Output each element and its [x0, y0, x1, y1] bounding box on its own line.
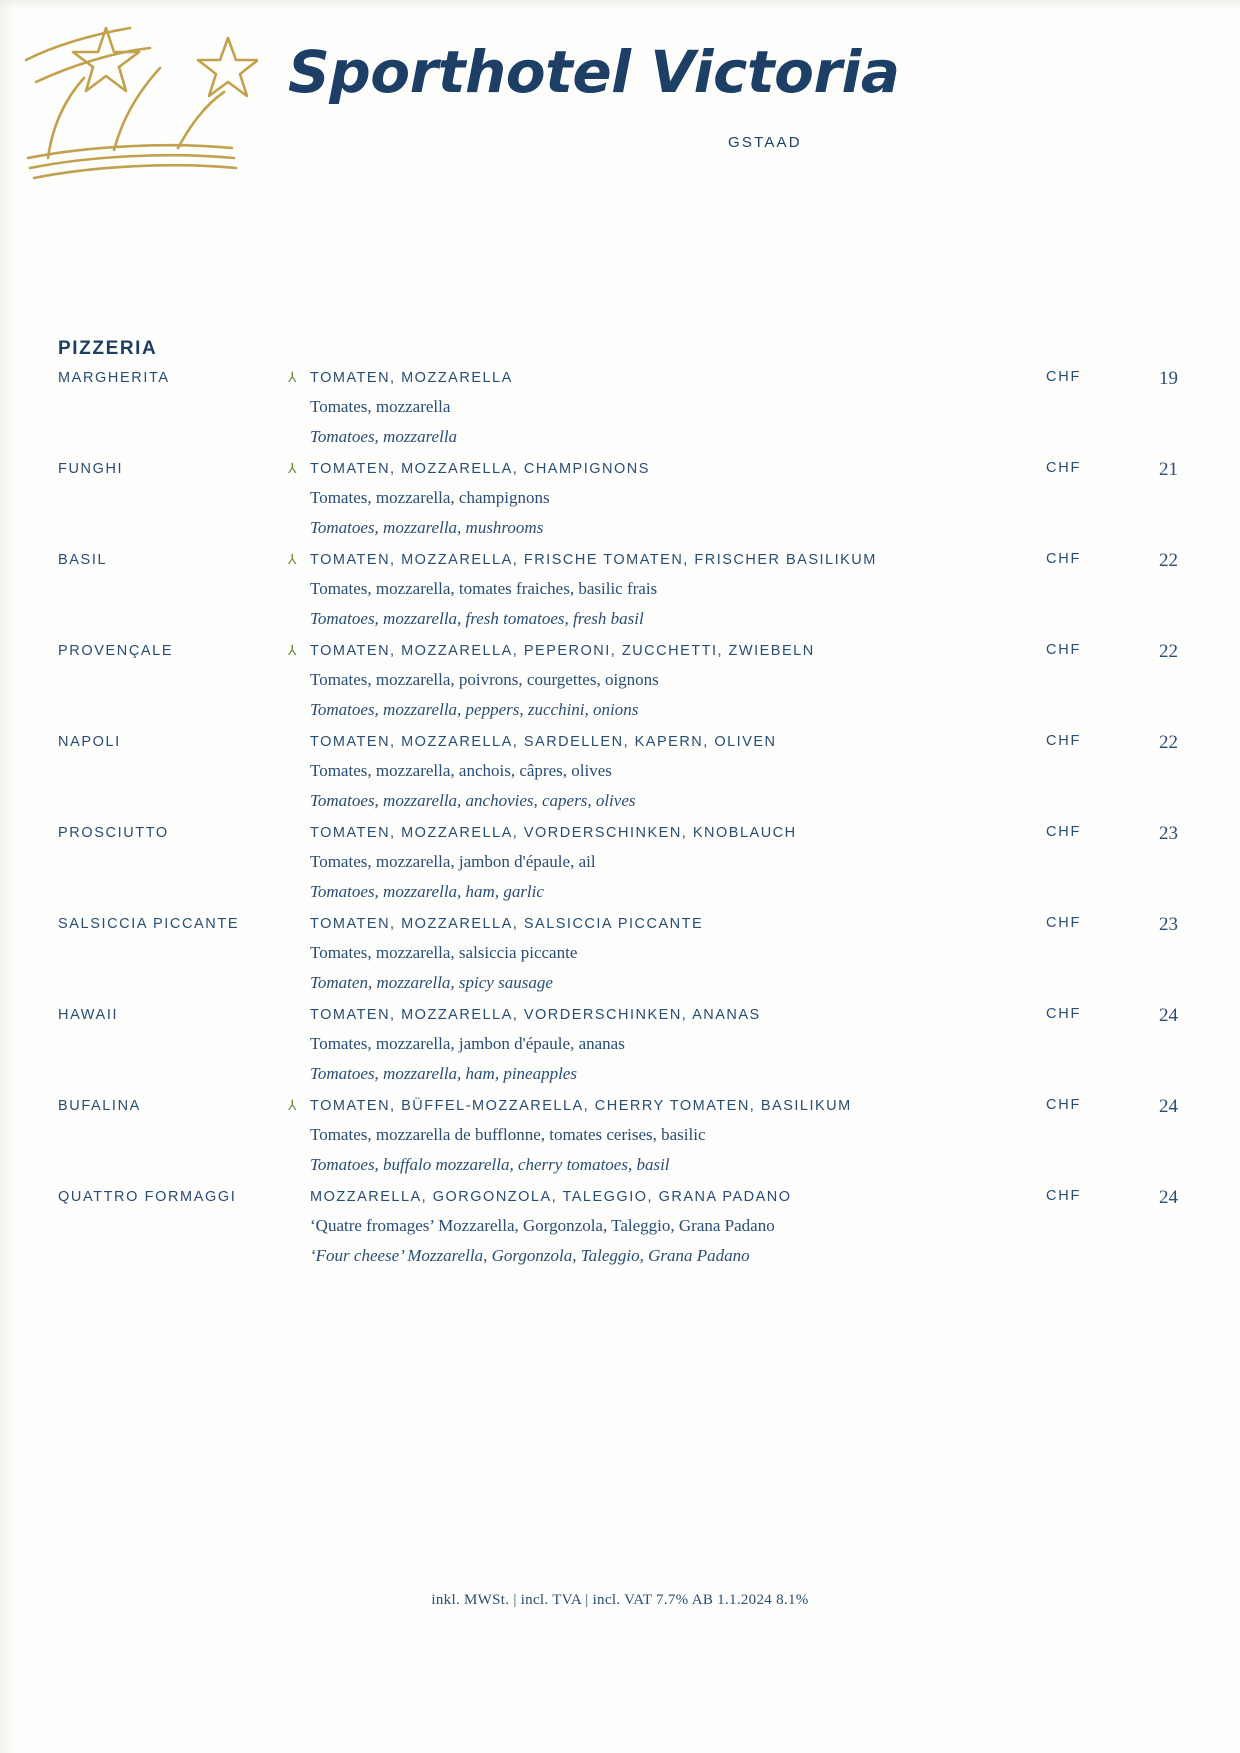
menu-item [58, 1187, 1178, 1268]
page-header [0, 0, 1240, 230]
menu-item-currency: CHF [1046, 824, 1082, 841]
menu-item-description-fr: Tomates, mozzarella, tomates fraiches, basilic frais [310, 579, 658, 599]
menu-item-price: 23 [1159, 823, 1178, 845]
menu-item-currency: CHF [1046, 733, 1082, 750]
menu-item-description-en: Tomatoes, mozzarella, peppers, zucchini, onions [310, 699, 639, 719]
menu-item-description-en: Tomatoes, mozzarella, anchovies, capers, olives [310, 790, 636, 810]
menu-item [58, 459, 1178, 540]
vegetarian-leaf-icon-placeholder [288, 1187, 310, 1188]
menu-item-name: PROVENÇALE [58, 643, 174, 660]
menu-item [58, 368, 1178, 449]
menu-item-description-de: TOMATEN, MOZZARELLA, SALSICCIA PICCANTE [310, 916, 704, 933]
menu-item-price: 22 [1159, 641, 1178, 663]
menu-item-description-fr: Tomates, mozzarella, jambon d'épaule, ail [310, 852, 596, 872]
menu-section [58, 338, 1178, 1278]
menu-item-name: BASIL [58, 552, 108, 569]
menu-item-currency: CHF [1046, 1006, 1082, 1023]
menu-item-description-de: MOZZARELLA, GORGONZOLA, TALEGGIO, GRANA PADANO [310, 1189, 792, 1206]
menu-item-description-en: Tomatoes, mozzarella, fresh tomatoes, fresh basil [310, 608, 644, 628]
vegetarian-leaf-icon: ⅄ [288, 1098, 297, 1115]
menu-item-price: 24 [1159, 1187, 1178, 1209]
vegetarian-leaf-icon: ⅄ [288, 643, 297, 660]
menu-item-description-en: ‘Four cheese’ Mozzarella, Gorgonzola, Taleggio, Grana Padano [310, 1245, 750, 1265]
brand-location: GSTAAD [728, 134, 802, 151]
menu-item-name: SALSICCIA PICCANTE [58, 916, 240, 933]
menu-item-name: BUFALINA [58, 1098, 141, 1115]
menu-item-description-de: TOMATEN, MOZZARELLA, SARDELLEN, KAPERN, OLIVEN [310, 734, 777, 751]
menu-item-description-en: Tomatoes, buffalo mozzarella, cherry tomatoes, basil [310, 1154, 670, 1174]
menu-item-name: PROSCIUTTO [58, 825, 169, 842]
menu-item [58, 732, 1178, 813]
vegetarian-leaf-icon-placeholder [288, 732, 310, 733]
menu-item-name: MARGHERITA [58, 370, 170, 386]
menu-item-description-fr: Tomates, mozzarella de bufflonne, tomates cerises, basilic [310, 1125, 706, 1145]
menu-item [58, 550, 1178, 631]
menu-item-name: NAPOLI [58, 734, 121, 751]
menu-item [58, 1096, 1178, 1177]
menu-item-description-fr: Tomates, mozzarella, jambon d'épaule, ananas [310, 1034, 625, 1054]
menu-item-currency: CHF [1046, 460, 1082, 477]
menu-item-description-en: Tomatoes, mozzarella [310, 426, 458, 446]
menu-item-description-fr: Tomates, mozzarella, anchois, câpres, olives [310, 761, 612, 781]
menu-item-price: 24 [1159, 1005, 1178, 1027]
menu-item-description-en: Tomatoes, mozzarella, ham, pineapples [310, 1063, 577, 1083]
brand-title: Sporthotel Victoria [288, 38, 900, 106]
menu-item-description-fr: Tomates, mozzarella [310, 397, 451, 417]
menu-item-name: FUNGHI [58, 461, 124, 478]
menu-item-currency: CHF [1046, 915, 1082, 932]
menu-item [58, 914, 1178, 995]
menu-item [58, 823, 1178, 904]
menu-item-description-fr: Tomates, mozzarella, poivrons, courgettes, oignons [310, 670, 659, 690]
menu-item-description-en: Tomaten, mozzarella, spicy sausage [310, 972, 553, 992]
menu-item-description-de: TOMATEN, MOZZARELLA, CHAMPIGNONS [310, 461, 650, 478]
menu-item [58, 1005, 1178, 1086]
menu-item-description-de: TOMATEN, MOZZARELLA [310, 370, 513, 386]
menu-item-description-fr: Tomates, mozzarella, salsiccia piccante [310, 943, 578, 963]
page-edge-left [0, 0, 14, 1753]
vat-note: inkl. MWSt. | incl. TVA | incl. VAT 7.7% AB 1.1.2024 8.1% [431, 1592, 809, 1608]
menu-item-description-en: Tomatoes, mozzarella, ham, garlic [310, 881, 544, 901]
menu-item [58, 641, 1178, 722]
vegetarian-leaf-icon-placeholder [288, 1005, 310, 1006]
vegetarian-leaf-icon-placeholder [288, 823, 310, 824]
crown-stars-logo-icon [18, 8, 258, 198]
menu-item-price: 24 [1159, 1096, 1178, 1118]
menu-item-price: 21 [1159, 459, 1178, 481]
menu-item-price: 22 [1159, 732, 1178, 754]
menu-item-description-de: TOMATEN, MOZZARELLA, PEPERONI, ZUCCHETTI, ZWIEBELN [310, 643, 815, 660]
menu-item-name: QUATTRO FORMAGGI [58, 1189, 237, 1206]
menu-item-price: 19 [1159, 368, 1178, 389]
menu-item-price: 23 [1159, 914, 1178, 936]
menu-item-description-de: TOMATEN, BÜFFEL-MOZZARELLA, CHERRY TOMATEN, BASILIKUM [310, 1098, 852, 1115]
menu-item-currency: CHF [1046, 1188, 1082, 1205]
menu-item-description-fr: Tomates, mozzarella, champignons [310, 488, 550, 508]
vegetarian-leaf-icon-placeholder [288, 914, 310, 915]
section-title: PIZZERIA [58, 338, 158, 359]
vegetarian-leaf-icon: ⅄ [288, 370, 297, 386]
menu-item-description-fr: ‘Quatre fromages’ Mozzarella, Gorgonzola, Taleggio, Grana Padano [310, 1216, 775, 1236]
menu-item-description-de: TOMATEN, MOZZARELLA, VORDERSCHINKEN, KNOBLAUCH [310, 825, 797, 842]
menu-item-currency: CHF [1046, 369, 1082, 385]
menu-item-currency: CHF [1046, 1097, 1082, 1114]
vegetarian-leaf-icon: ⅄ [288, 461, 297, 478]
menu-item-description-de: TOMATEN, MOZZARELLA, FRISCHE TOMATEN, FRISCHER BASILIKUM [310, 552, 877, 569]
menu-item-description-de: TOMATEN, MOZZARELLA, VORDERSCHINKEN, ANANAS [310, 1007, 761, 1024]
menu-item-price: 22 [1159, 550, 1178, 572]
vegetarian-leaf-icon: ⅄ [288, 552, 297, 569]
menu-item-description-en: Tomatoes, mozzarella, mushrooms [310, 517, 544, 537]
menu-item-currency: CHF [1046, 642, 1082, 659]
menu-item-name: HAWAII [58, 1007, 119, 1024]
menu-item-currency: CHF [1046, 551, 1082, 568]
